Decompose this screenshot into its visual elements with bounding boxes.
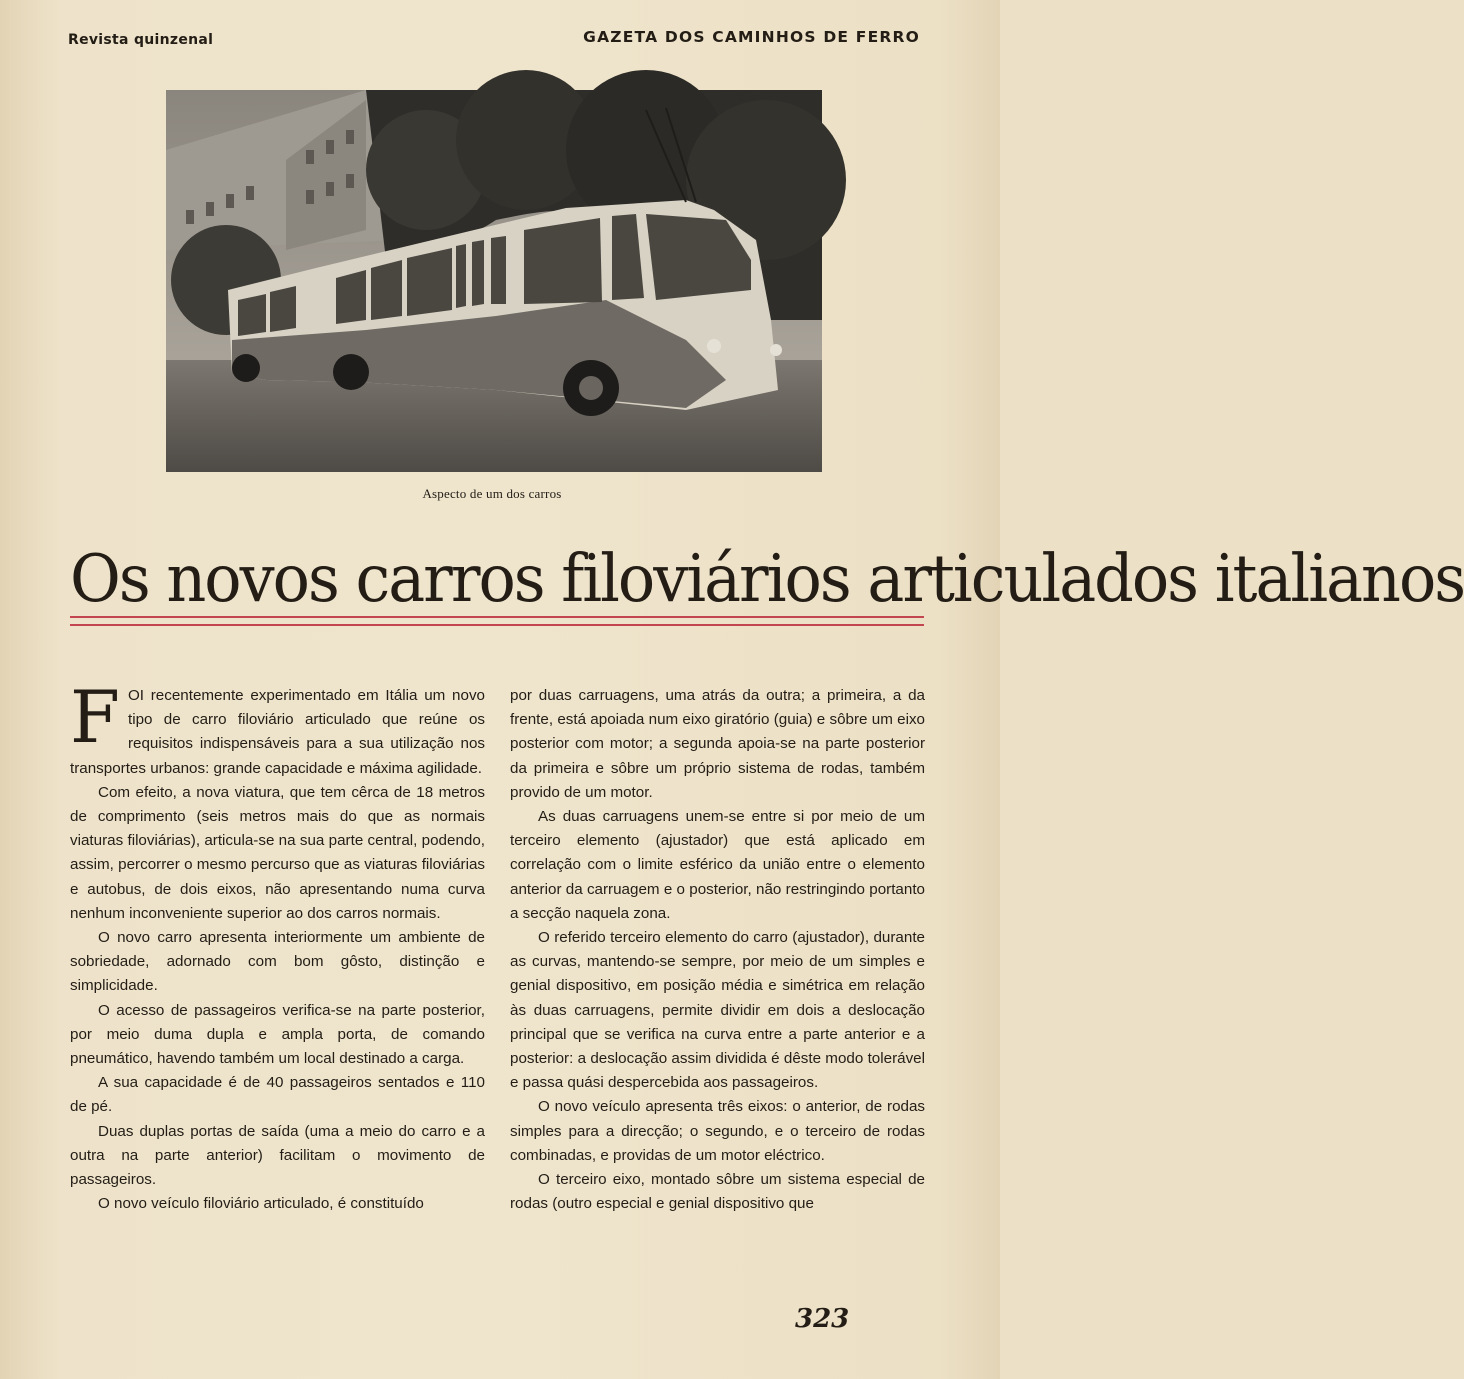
paragraph-1-text: OI recentemente experimentado em Itália um novo tipo de carro filoviário articulado que reúne os requisitos indispensáveis para a sua utilização nos transportes urbanos: grande capacidade e máxima agilidade. <box>70 687 485 777</box>
paragraph-8: por duas carruagens, uma atrás da outra; a primeira, a da frente, está apoiada num eixo giratório (guia) e sôbre um eixo posterior com motor; a segunda apoia-se na parte posterior da primeira e sôbre um próprio sistema de rodas, também provido de um motor. <box>510 687 925 801</box>
header-right: GAZETA DOS CAMINHOS DE FERRO <box>583 28 920 46</box>
paragraph-11: O novo veículo apresenta três eixos: o anterior, de rodas simples para a direcção; o segundo, e o terceiro de rodas combinadas, e providas de um motor eléctrico. <box>510 1098 925 1164</box>
paragraph-4: O acesso de passageiros verifica-se na parte posterior, por meio duma dupla e ampla porta, de comando pneumático, havendo também um local destinado a carga. <box>70 1001 485 1068</box>
left-column <box>70 675 485 1216</box>
paragraph-1 <box>70 675 485 781</box>
paragraph-5: A sua capacidade é de 40 passageiros sentados e 110 de pé. <box>70 1074 485 1116</box>
paragraph-3: O novo carro apresenta interiormente um ambiente de sobriedade, adornado com bom gôsto, distinção e simplicidade. <box>70 929 485 995</box>
drop-cap: F <box>70 675 120 759</box>
paragraph-12: O terceiro eixo, montado sôbre um sistema especial de rodas (outro especial e genial dispositivo que <box>510 1171 925 1213</box>
trolleybus-illustration <box>166 90 822 472</box>
trolleybus-photo <box>166 90 822 472</box>
paragraph-6: Duas duplas portas de saída (uma a meio do carro e a outra na parte anterior) facilitam o movimento de passageiros. <box>70 1122 485 1189</box>
paragraph-9: As duas carruagens unem-se entre si por meio de um terceiro elemento (ajustador) que está aplicado em correlação com o limite esférico da união entre o elemento anterior da carruagem e o posterior, não restringindo portanto a secção naquela zona. <box>510 808 925 922</box>
photo-caption: Aspecto de um dos carros <box>422 486 562 501</box>
page-number: 323 <box>795 1304 850 1334</box>
paragraph-7: O novo veículo filoviário articulado, é constituído <box>98 1195 424 1213</box>
article-title: Os novos carros filoviários articulados italianos <box>70 540 1464 617</box>
right-column <box>510 684 925 1216</box>
header-left: Revista quinzenal <box>68 32 214 48</box>
paragraph-10: O referido terceiro elemento do carro (ajustador), durante as curvas, mantendo-se sempre, por meio de um simples e genial dispositivo, em posição média e simétrica em relação às duas carruagens, permite dividir em dois a deslocação principal que se verifica na curva entre a parte anterior e a posterior: a deslocação assim dividida é dêste modo tolerável e passa quási despercebida aos passageiros. <box>510 929 925 1092</box>
paragraph-2: Com efeito, a nova viatura, que tem cêrca de 18 metros de comprimento (seis metros mais do que as normais viaturas filoviárias), articula-se na sua parte central, podendo, assim, percorrer o mesmo percurso que as viaturas filoviárias e autobus, de dois eixos, não apresentando numa curva nenhum inconveniente superior ao dos carros normais. <box>70 783 485 922</box>
title-rule <box>70 616 924 626</box>
